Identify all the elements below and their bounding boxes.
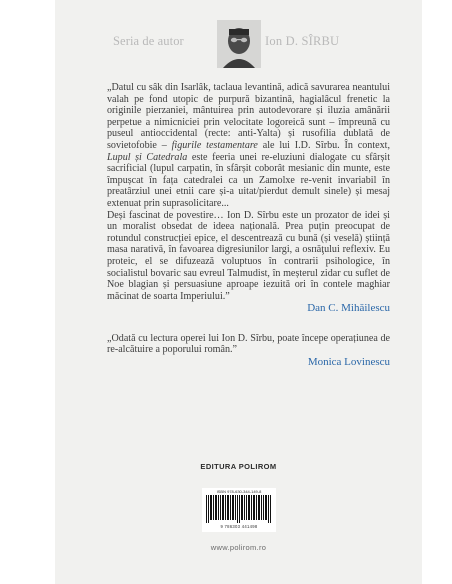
publisher-website: www.polirom.ro [210, 543, 267, 552]
series-label: Seria de autor [113, 34, 184, 48]
barcode-number: 9 786303 441498 [220, 524, 258, 529]
quote-author-1: Dan C. Mihăilescu [307, 302, 390, 315]
barcode-icon [206, 495, 272, 523]
publisher-name: EDITURA POLIROM [200, 462, 277, 471]
quote-author-2: Monica Lovinescu [307, 356, 390, 369]
quote-paragraph-1: „Datul cu sâk din Isarlâk, taclaua levantină, adică savurarea neantului valah pe fond utopic de purpură bizantină, hagialâcul frenetic la originile pierzaniei, mântuirea prin autodevorare și iluzia amânării perpetue a nimicniciei prin velocitate logoreică sunt – împreună cu puseul antioccidental (recte: anti-Yalta) și rusofilia dublată de sovietofobie – figurile testamentare ale lui I.D. Sîrbu. În context, Lupul și Catedrala este feeria unei re-eluziuni dialogate cu sfârșit sacrificial (lupul carpatin, în sfârșit coborât mesianic din munte, este împușcat în fața catedralei ca un Zamolxe re-venit invariabil în preatârziul unei etnii care și-a uitat/pierdut demult sinele) și mesaj extenuat prin suprasolicitare... [107, 82, 391, 209]
author-portrait-icon [217, 20, 261, 68]
series-author-name: Ion D. SÎRBU [265, 34, 340, 48]
book-back-cover [55, 0, 422, 584]
barcode-box [202, 488, 276, 532]
quote-paragraph-2: Deși fascinat de povestire… Ion D. Sîrbu este un prozator de idei și un moralist obsedat de ideea națională. Prea puțin preocupat de rotundul construcției epice, el descentrează cu bună (și veselă) știință masa narativă, în favoarea digresiunilor largi, a osпăţului reflexiv. Eu proteic, el se difuzează voluptuos în contrarii psihologice, în socialistul bovaric sau evreul Talmudist, în meșterul zidar cu suflet de Noe blagian și persuasiune aproape iezuită ori în contele maghiar măcinat de soarta Imperiului.” [107, 209, 390, 302]
critical-quotes [107, 82, 390, 369]
publisher-block [55, 462, 422, 471]
quote-paragraph-3: „Odată cu lectura operei lui Ion D. Sîrbu, poate începe operațiunea de re-alcătuire a poporului român.” [107, 332, 390, 356]
series-banner [55, 20, 422, 68]
isbn-text: ISBN 978-630-344-149-8 [216, 489, 262, 494]
